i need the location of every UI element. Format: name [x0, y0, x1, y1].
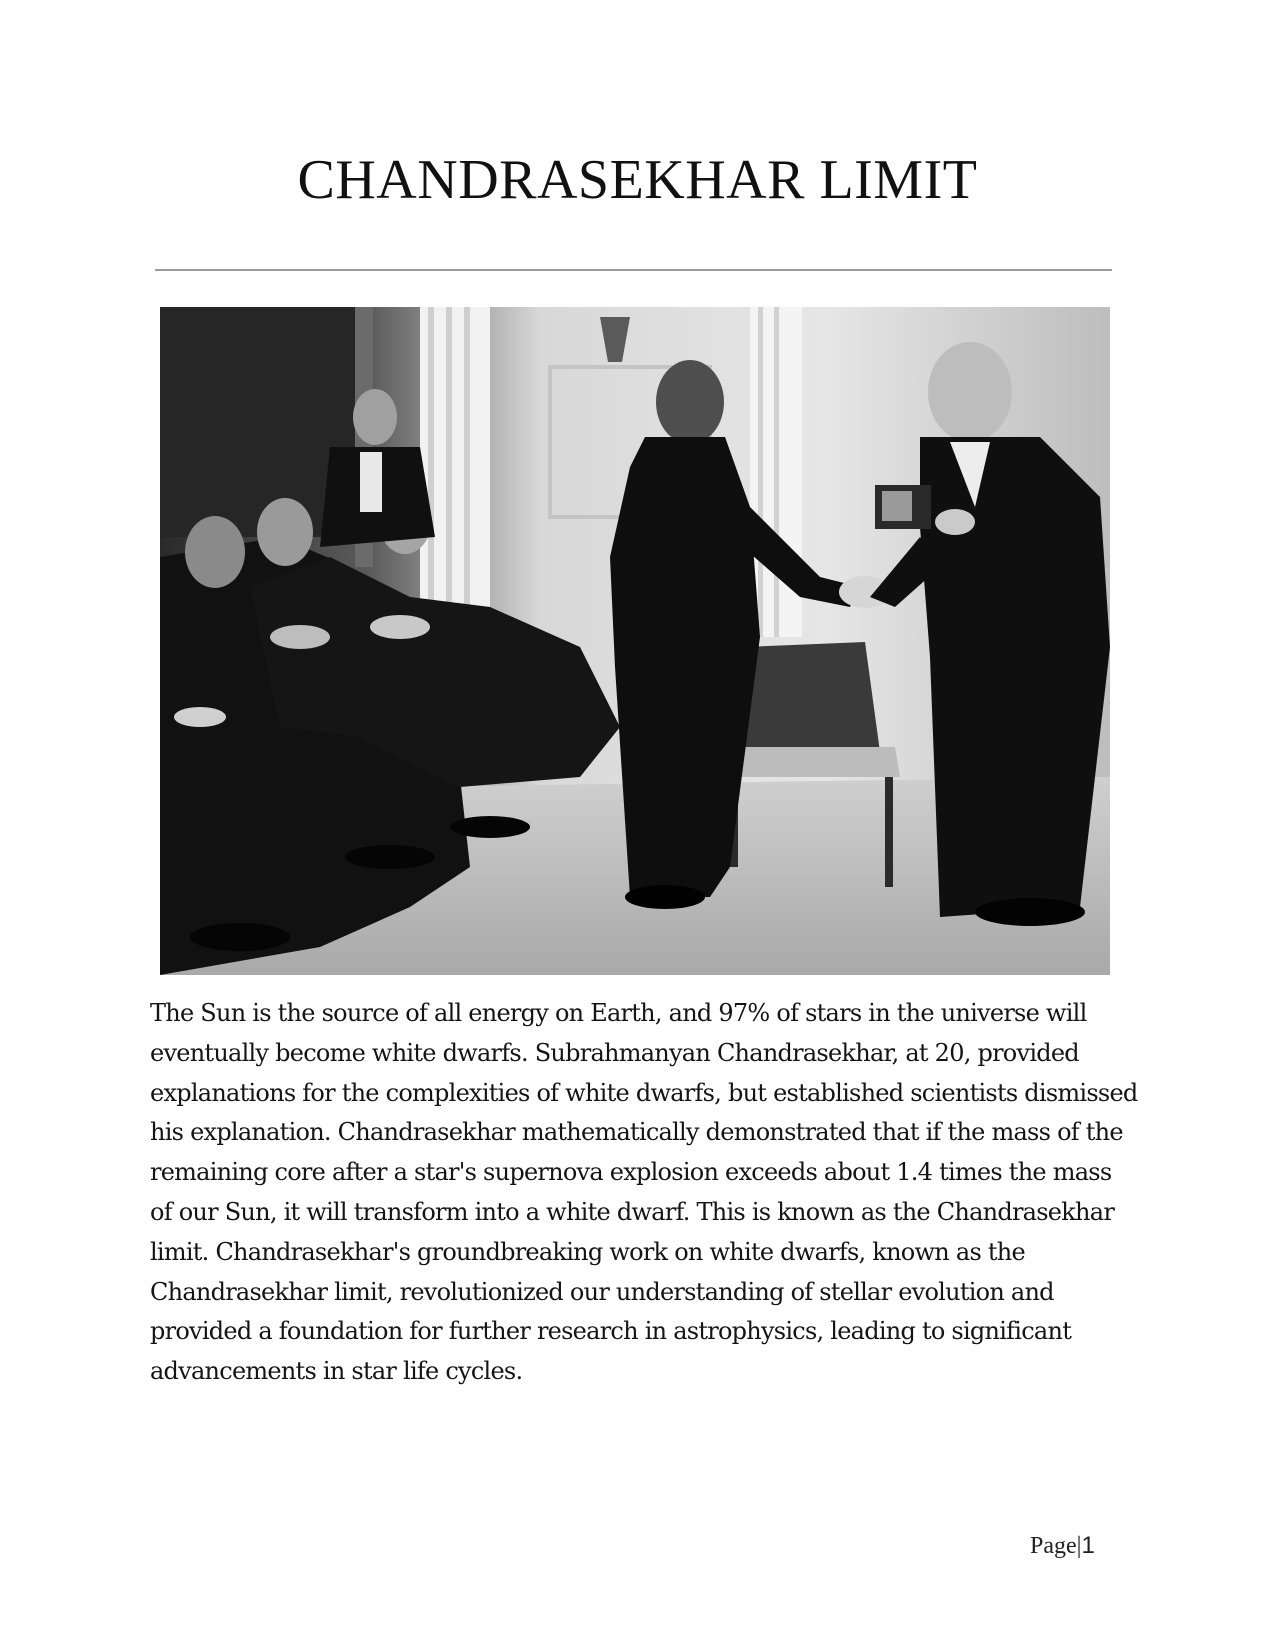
page-separator: |	[1076, 1533, 1082, 1559]
page-footer	[1030, 1532, 1095, 1560]
photograph-icon	[160, 307, 1110, 975]
page-label: Page	[1030, 1533, 1077, 1559]
page-number: 1	[1081, 1532, 1095, 1559]
body-paragraph: The Sun is the source of all energy on Earth, and 97% of stars in the universe will eventually become white dwarfs. Subrahmanyan Chandrasekhar, at 20, provided explanations for the complexities of white dwarfs, but established scientists dismissed his explanation. Chandrasekhar mathematically demonstrated that if the mass of the remaining core after a star's supernova explosion exceeds about 1.4 times the mass of our Sun, it will transform into a white dwarf. This is known as the Chandrasekhar limit. Chandrasekhar's groundbreaking work on white dwarfs, known as the Chandrasekhar limit, revolutionized our understanding of stellar evolution and provided a foundation for further research in astrophysics, leading to significant advancements in star life cycles.	[150, 999, 1138, 1386]
title-divider	[155, 269, 1112, 271]
document-title: CHANDRASEKHAR LIMIT	[297, 149, 978, 211]
ceremony-photograph	[160, 307, 1110, 975]
